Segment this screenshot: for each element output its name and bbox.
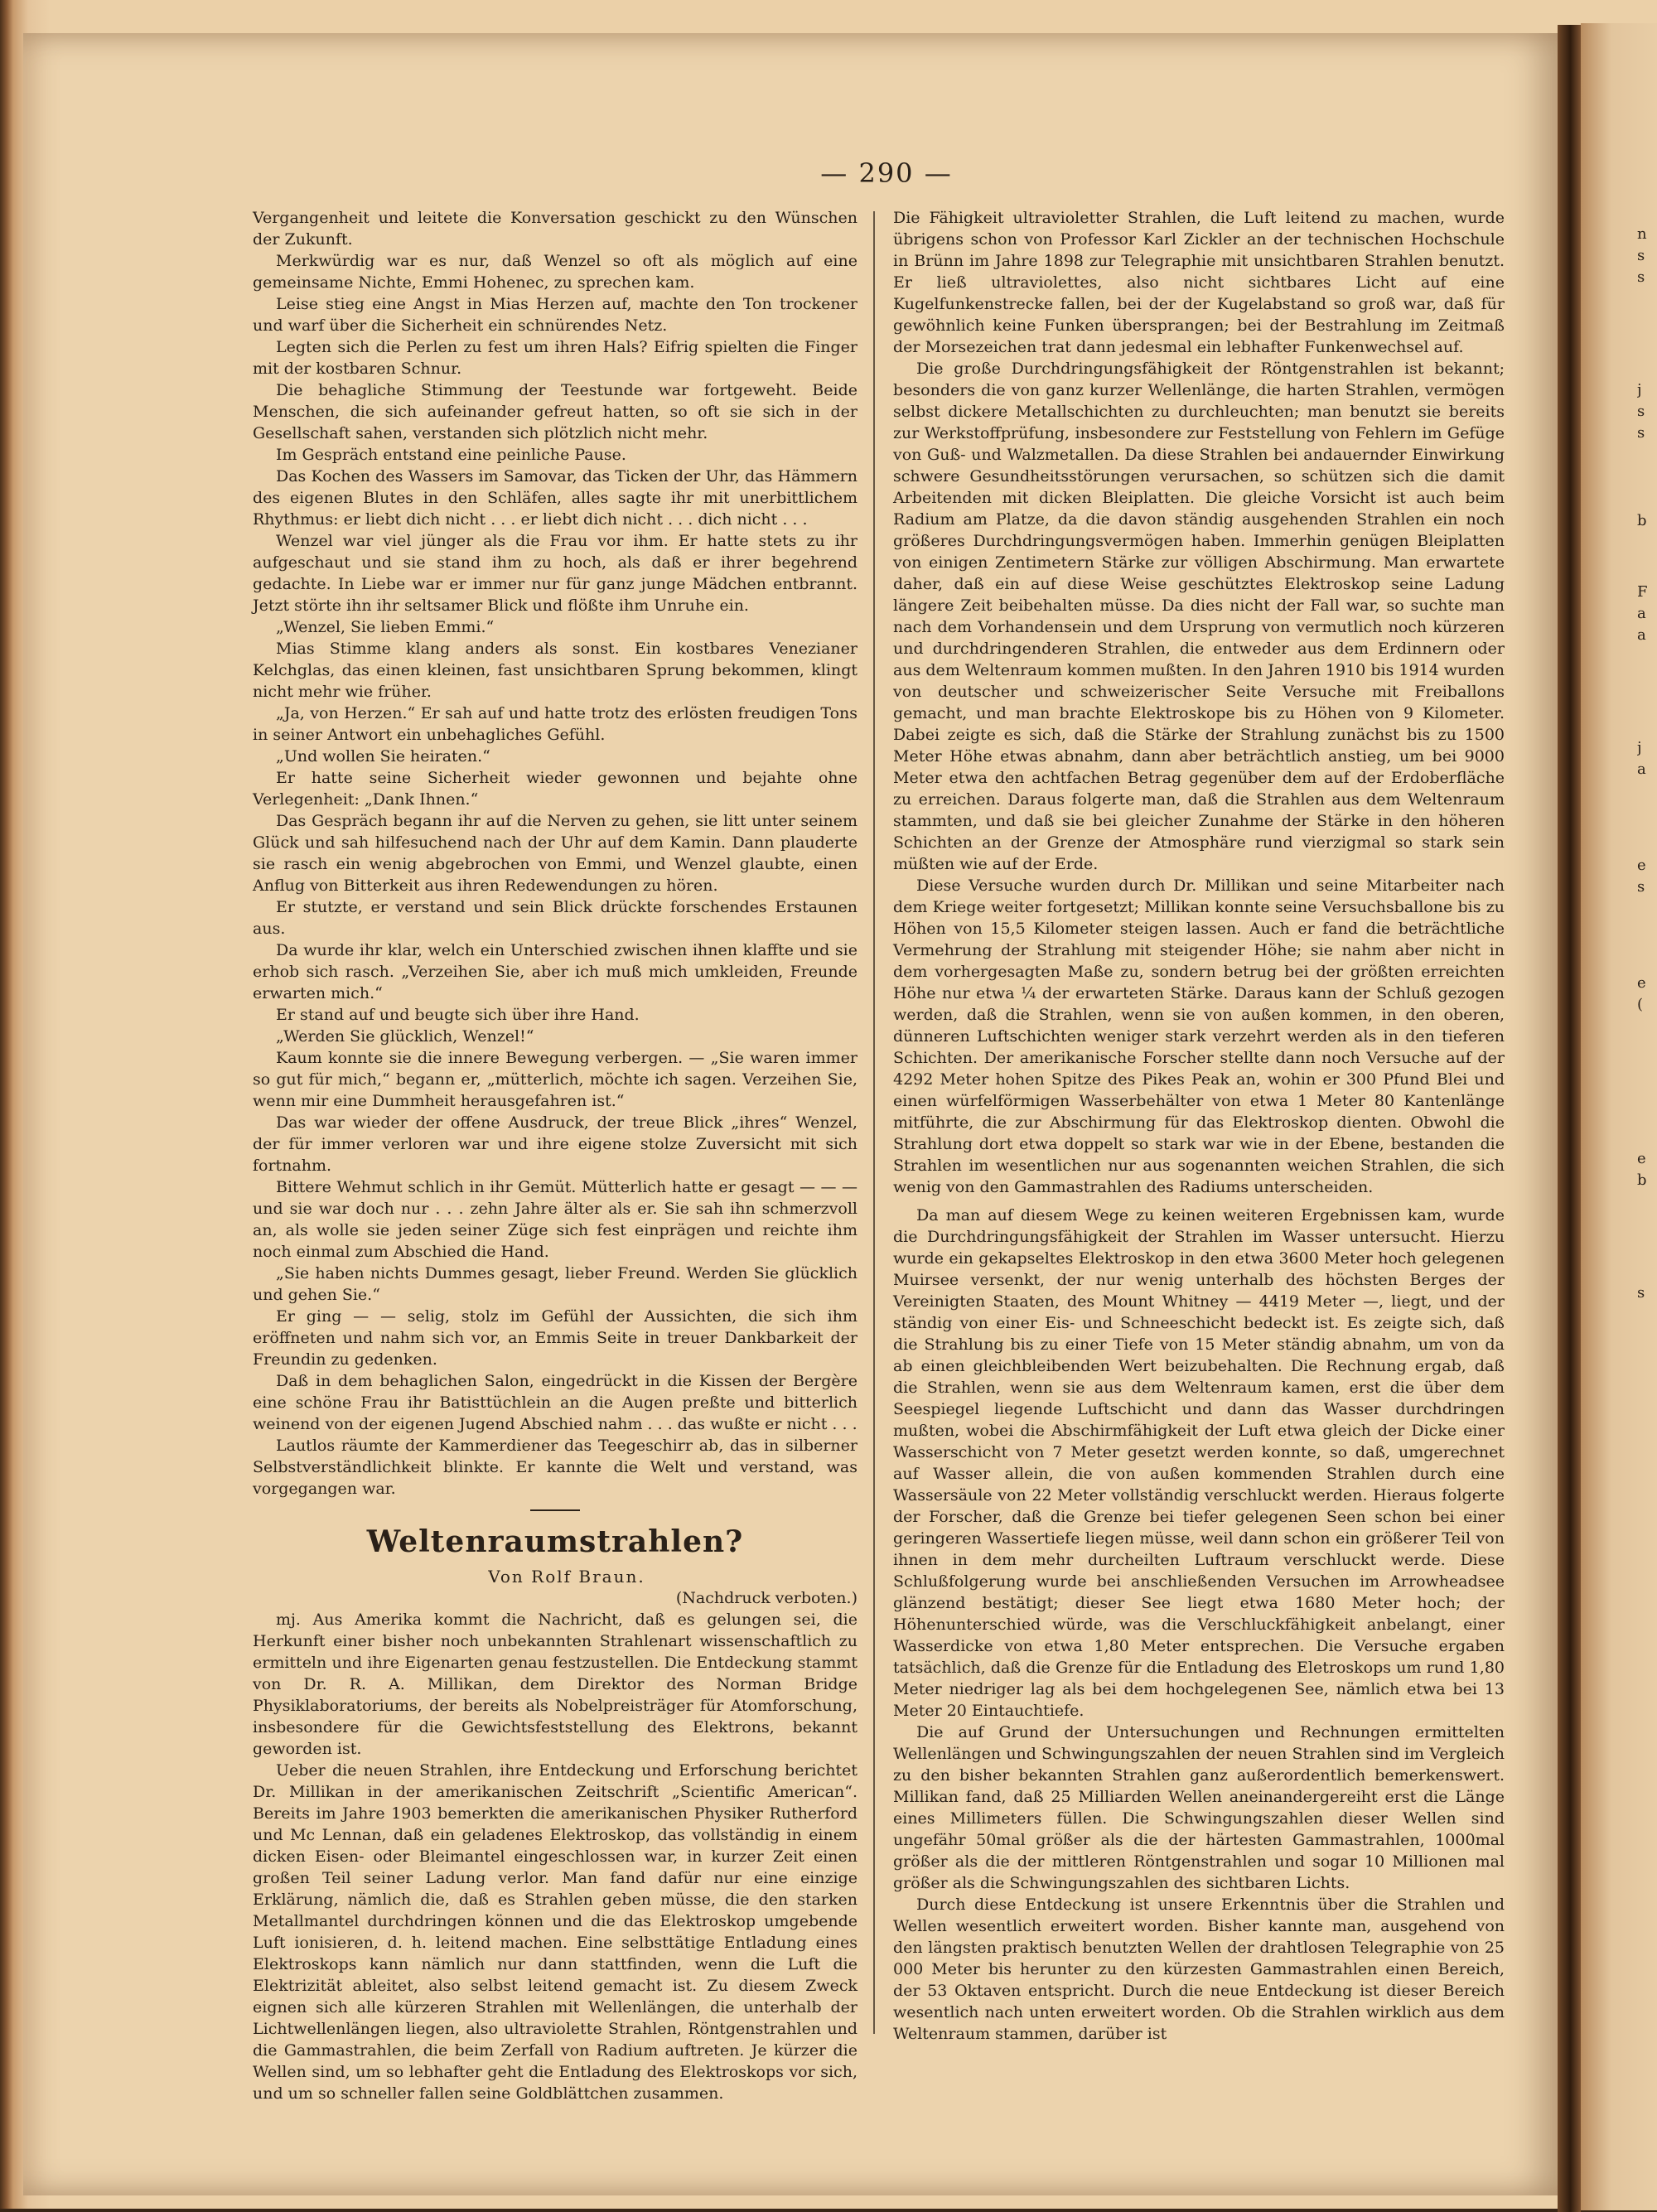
paragraph: Er stutzte, er verstand und sein Blick drückte forschendes Erstaunen aus. (253, 898, 857, 938)
book-gutter (1558, 25, 1581, 2212)
paragraph: Wenzel war viel jünger als die Frau vor ihm. Er hatte stets zu ihr aufgeschaut und sie stand ihm zu hoch, als daß er ihrer begehrend gedachte. In Liebe war er immer nur für ganz junge Mädchen entbrannt. Jetzt störte ihn ihr seltsamer Blick und flößte ihm Unruhe ein. (253, 532, 857, 615)
paragraph: Das Kochen des Wassers im Samovar, das Ticken der Uhr, das Hämmern des eigenen Blutes in den Schläfen, alles sagte ihr mit unerbittlichem Rhythmus: er liebt dich nicht . . . er liebt dich nicht . . . dich nicht . . . (253, 467, 857, 529)
next-page-text-fragments (1637, 224, 1657, 1304)
reprint-notice: (Nachdruck verboten.) (675, 1589, 857, 1607)
paragraph: Er stand auf und beugte sich über ihre Hand. (276, 1006, 640, 1024)
paragraph: Im Gespräch entstand eine peinliche Pause. (276, 446, 626, 464)
right-column (893, 207, 1505, 2045)
fragment: j (1637, 739, 1642, 756)
paragraph: Mias Stimme klang anders als sonst. Ein kostbares Venezianer Kelchglas, das einen kleinen, fast unsichtbaren Sprung bekommen, klingt nicht mehr wie früher. (253, 640, 857, 701)
paragraph: Die auf Grund der Untersuchungen und Rechnungen ermittelten Wellenlängen und Schwingungszahlen der neuen Strahlen sind im Vergleich zu den bisher bekannten Strahlen ganz außerordentlich bemerkenswert. Millikan fand, daß 25 Milliarden Wellen aneinandergereiht erst die Länge eines Millimeters füllen. Die Schwingungszahlen dieser Wellen sind ungefähr 50mal größer als die der härtesten Gammastrahlen, 1000mal größer als die der mittleren Röntgenstrahlen und sogar 10 Millionen mal größer als die Schwingungszahlen des sichtbaren Lichts. (893, 1723, 1505, 1892)
paragraph: Lautlos räumte der Kammerdiener das Teegeschirr ab, das in silberner Selbstverständlichkeit blinkte. Er kannte die Welt und verstand, was vorgegangen war. (253, 1437, 857, 1498)
paragraph: mj. Aus Amerika kommt die Nachricht, daß es gelungen sei, die Herkunft einer bisher noch unbekannten Strahlenart wissenschaftlich zu ermitteln und ihre Eigenarten genau festzustellen. Die Entdeckung stammt von Dr. R. A. Millikan, dem Direktor des Norman Bridge Physiklaboratoriums, der bereits als Nobelpreisträger für Atomforschung, insbesondere für die Gewichtsfeststellung des Elektrons, bekannt geworden ist. (253, 1611, 857, 1758)
fragment: ( (1637, 996, 1644, 1013)
paragraph: Da man auf diesem Wege zu keinen weiteren Ergebnissen kam, wurde die Durchdringungsfähigkeit der Strahlen im Wasser untersucht. Hierzu wurde ein gekapseltes Elektroskop in den etwa 3600 Meter hoch gelegenen Muirsee versenkt, der nur wenig unterhalb des höchsten Berges der Vereinigten Staaten, des Mount Whitney — 4419 Meter —, liegt, und der ständig von einer Eis- und Schneeschicht bedeckt ist. Es zeigte sich, daß die Strahlung bis zu einer Tiefe von 15 Meter ständig abnahm, um von da ab einen gleichbleibenden Wert beizubehalten. Die Rechnung ergab, daß die Strahlen, wenn sie aus dem Weltenraum kamen, erst die über dem Seespiegel liegende Luftschicht und dann das Wasser durchdringen mußten, wobei die Abschirmfähigkeit der Luft etwa gleich der Dicke einer Wasserschicht von 7 Meter gesetzt werden konnte, so daß, umgerechnet auf Wasser allein, die von außen kommenden Strahlen durch eine Wassersäule von 22 Meter vollständig verschluckt werden. Hieraus folgerte der Forscher, daß die Grenze bei tiefer gelegenen Seen schon bei einer geringeren Wassertiefe liegen müsse, weil dann schon ein größerer Teil von ihnen in dem mehr durcheilten Luftraum verschluckt werde. Diese Schlußfolgerung wurde bei anschließenden Versuchen im Arrowheadsee glänzend bestätigt; dieser See liegt etwa 1680 Meter hoch; der Höhenunterschied würde, was die Verschluckfähigkeit anbelangt, einer Wasserdicke von etwa 1,80 Meter entsprechen. Die Versuche ergaben tatsächlich, daß die Grenze für die Entladung des Eletroskops um rund 1,80 Meter niedriger lag als bei dem hochgelegenen See, nämlich etwa bei 13 Meter 20 Eintauchtiefe. (893, 1206, 1505, 1720)
paragraph: Da wurde ihr klar, welch ein Unterschied zwischen ihnen klaffte und sie erhob sich rasch. „Verzeihen Sie, aber ich muß mich umkleiden, Freunde erwarten mich.“ (253, 941, 857, 1002)
paragraph: „Ja, von Herzen.“ Er sah auf und hatte trotz des erlösten freudigen Tons in seiner Antwort ein unbehagliches Gefühl. (253, 704, 857, 744)
fragment: e (1637, 1150, 1646, 1167)
paragraph: Die große Durchdringungsfähigkeit der Röntgenstrahlen ist bekannt; besonders die von ganz kurzer Wellenlänge, die harten Strahlen, vermögen selbst dickere Metallschichten zu durchleuchten; man benutzt sie bereits zur Werkstoffprüfung, insbesondere zur Feststellung von Fehlern im Gefüge von Guß- und Walzmetallen. Da diese Strahlen bei andauernder Einwirkung schwere Gesundheitsstörungen verursachen, so schützen sich die damit Arbeitenden mit dicken Bleiplatten. Die gleiche Vorsicht ist auch beim Radium am Platze, da die davon ständig ausgehenden Strahlen ein noch größeres Durchdringungsvermögen haben. Immerhin genügen Bleiplatten von einigen Zentimetern Stärke zur völligen Abschirmung. Man erwartete daher, daß ein auf diese Weise geschütztes Elektroskop seine Ladung längere Zeit beibehalten müsse. Da dies nicht der Fall war, so suchte man nach dem Vorhandensein und dem Ursprung von vermutlich noch kürzeren und durchdringenderen Strahlen, die entweder aus dem Erdinnern oder aus dem Weltenraum kommen mußten. In den Jahren 1910 bis 1914 wurden von deutscher und schweizerischer Seite Versuche mit Freiballons gemacht, und man brachte Elektroskope bis zu Höhen von 9 Kilometer. Dabei zeigte es sich, daß die Stärke der Strahlung zunächst bis zu 1500 Meter Höhe etwas abnahm, dann aber beträchtlich anstieg, um bei 9000 Meter etwa den achtfachen Betrag gegenüber dem auf der Erdoberfläche zu erreichen. Daraus folgerte man, daß die Strahlen aus dem Weltenraum stammten, und daß sie bei gleicher Zunahme der Stärke in den höheren Schichten an der Grenze der Atmosphäre rund vierzigmal so stark sein müßten wie auf der Erde. (893, 360, 1505, 873)
fragment: b (1637, 1171, 1647, 1189)
paragraph: Die Fähigkeit ultravioletter Strahlen, die Luft leitend zu machen, wurde übrigens schon von Professor Karl Zickler an der technischen Hochschule in Brünn im Jahre 1898 zur Telegraphie mit unsichtbaren Strahlen benutzt. Er ließ ultraviolettes, also nicht sichtbares Licht auf eine Kugelfunkenstrecke fallen, bei der der Kugelabstand so groß war, daß für gewöhnlich keine Funken übersprangen; bei der Bestrahlung im Zeitmaß der Morsezeichen trat dann jedesmal ein lebhafter Funkenwechsel auf. (893, 209, 1505, 356)
fragment: n (1637, 225, 1647, 243)
title-divider (530, 1509, 580, 1511)
fragment: s (1637, 403, 1645, 420)
paragraph: „Sie haben nichts Dummes gesagt, lieber Freund. Werden Sie glücklich und gehen Sie.“ (253, 1264, 857, 1304)
paragraph: Er ging — — selig, stolz im Gefühl der Aussichten, die sich ihm eröffneten und nahm sich vor, an Emmis Seite in treuer Dankbarkeit der Freundin zu gedenken. (253, 1307, 857, 1369)
story-continuation (253, 207, 857, 1500)
fragment: s (1637, 247, 1645, 264)
fragment: b (1637, 512, 1647, 529)
fragment: s (1637, 878, 1645, 896)
fragment: s (1637, 424, 1645, 442)
paragraph: „Und wollen Sie heiraten.“ (276, 747, 490, 766)
paragraph: „Werden Sie glücklich, Wenzel!“ (276, 1027, 534, 1046)
paragraph: Das Gespräch begann ihr auf die Nerven zu gehen, sie litt unter seinem Glück und sah hilfesuchend nach der Uhr auf dem Kamin. Dann plauderte sie rasch ein wenig abgebrochen von Emmi, und Wenzel glaubte, einen Anflug von Bitterkeit aus ihren Redewendungen zu hören. (253, 812, 857, 895)
paragraph: Merkwürdig war es nur, daß Wenzel so oft als möglich auf eine gemeinsame Nichte, Emmi Hohenec, zu sprechen kam. (253, 252, 857, 292)
article-byline: Von Rolf Braun. (488, 1567, 645, 1587)
fragment: e (1637, 857, 1646, 874)
page-number: — 290 — (820, 157, 953, 189)
fragment: a (1637, 761, 1646, 778)
paragraph: Ueber die neuen Strahlen, ihre Entdeckung und Erforschung berichtet Dr. Millikan in der amerikanischen Zeitschrift „Scientific American“. Bereits im Jahre 1903 bemerkten die amerikanischen Physiker Rutherford und Mc Lennan, daß ein geladenes Elektroskop, das vollständig in einem dicken Eisen- oder Bleimantel eingeschlossen war, in kurzer Zeit einen großen Teil seiner Ladung verlor. Man fand dafür nur eine einzige Erklärung, nämlich die, daß es Strahlen geben müsse, die den starken Metallmantel durchdringen können und die das Elektroskop umgebende Luft ionisieren, d. h. leitend machen. Eine selbsttätige Entladung eines Elektroskops kann nämlich nur dann stattfinden, wenn die Luft die Elektrizität ableitet, also selbst leitend gemacht ist. Zu diesem Zweck eignen sich alle kürzeren Strahlen mit Wellenlängen, die unterhalb der Lichtwellenlängen liegen, also ultraviolette Strahlen, Röntgenstrahlen und die Gammastrahlen, die beim Zerfall von Radium auftreten. Je kürzer die Wellen sind, um so lebhafter geht die Entladung des Elektroskops vor sich, und um so schneller fallen seine Goldblättchen zusammen. (253, 1761, 857, 2103)
paragraph: Legten sich die Perlen zu fest um ihren Hals? Eifrig spielten die Finger mit der kostbaren Schnur. (253, 338, 857, 378)
paragraph: Das war wieder der offene Ausdruck, der treue Blick „ihres“ Wenzel, der für immer verloren war und ihre eigene stolze Zuversicht mit sich fortnahm. (253, 1113, 857, 1175)
paragraph: „Wenzel, Sie lieben Emmi.“ (276, 618, 495, 636)
left-column (253, 207, 857, 2104)
fragment: a (1637, 605, 1646, 622)
column-divider (873, 211, 875, 2034)
paragraph: Diese Versuche wurden durch Dr. Millikan und seine Mitarbeiter nach dem Kriege weiter fortgesetzt; Millikan konnte seine Versuchsballone bis zu Höhen von 15,5 Kilometer steigen lassen. Auch er fand die beträchtliche Vermehrung der Strahlung mit steigender Höhe; sie nahm aber nicht in dem vorhergesagten Maße zu, sondern betrug bei der größten erreichten Höhe nur etwa ¼ der erwarteten Stärke. Daraus kann der Schluß gezogen werden, daß die Strahlen, wenn sie von außen kommen, in den oberen, dünneren Luftschichten weniger stark verzehrt werden als in den tieferen Schichten. Der amerikanische Forscher stellte dann noch Versuche auf der 4292 Meter hohen Spitze des Pikes Peak an, wohin er 300 Pfund Blei und einen würfelförmigen Wasserbehälter von etwa 1 Meter 80 Kantenlänge mitführte, die zur Abschirmung für das Elektroskop dienten. Obwohl die Strahlung dort etwa doppelt so stark war wie in der Ebene, bestanden die Strahlen im wesentlichen nur aus sogenannten weichen Strahlen, die sich wenig von den Gammastrahlen des Radiums unterscheiden. (893, 877, 1505, 1196)
paragraph: Vergangenheit und leitete die Konversation geschickt zu den Wünschen der Zukunft. (253, 209, 857, 249)
paragraph: Bittere Wehmut schlich in ihr Gemüt. Mütterlich hatte er gesagt — — — und sie war doch nur . . . zehn Jahre älter als er. Sie sah ihn schmerzvoll an, als wolle sie jeden seiner Züge sich fest einprägen und reichte ihm noch einmal zum Abschied die Hand. (253, 1178, 857, 1261)
paragraph: Kaum konnte sie die innere Bewegung verbergen. — „Sie waren immer so gut für mich,“ begann er, „mütterlich, möchte ich sagen. Verzeihen Sie, wenn mir eine Dummheit herausgefahren ist.“ (253, 1049, 857, 1110)
fragment: s (1637, 1284, 1645, 1302)
paragraph: Er hatte seine Sicherheit wieder gewonnen und bejahte ohne Verlegenheit: „Dank Ihnen.“ (253, 769, 857, 809)
paragraph: Daß in dem behaglichen Salon, eingedrückt in die Kissen der Bergère eine schöne Frau ihr Batisttüchlein an die Augen preßte und bitterlich weinend von der eigenen Jugend Abschied nahm . . . das wußte er nicht . . . (253, 1372, 857, 1433)
fragment: s (1637, 268, 1645, 286)
paragraph: Die behagliche Stimmung der Teestunde war fortgeweht. Beide Menschen, die sich aufeinander gefreut hatten, so oft sie sich in der Gesellschaft sahen, verstanden sich plötzlich nicht mehr. (253, 381, 857, 442)
article-body (253, 1609, 857, 2104)
fragment: F (1637, 583, 1648, 601)
article-title: Weltenraumstrahlen? (366, 1524, 744, 1559)
fragment: j (1637, 381, 1642, 398)
fragment: a (1637, 626, 1646, 644)
fragment: e (1637, 974, 1646, 992)
paragraph: Durch diese Entdeckung ist unsere Erkenntnis über die Strahlen und Wellen wesentlich erweitert worden. Bisher kannte man, ausgehend von den längsten praktisch benutzten Wellen der drahtlosen Telegraphie von 25 000 Meter bis herunter zu den kürzesten Gammastrahlen einen Bereich, der 53 Oktaven entspricht. Durch die neue Entdeckung ist dieser Bereich wesentlich nach unten erweitert worden. Ob die Strahlen wirklich aus dem Weltenraum stammen, darüber ist (893, 1896, 1505, 2043)
paragraph: Leise stieg eine Angst in Mias Herzen auf, machte den Ton trockener und warf über die Sicherheit ein schnürendes Netz. (253, 295, 857, 335)
